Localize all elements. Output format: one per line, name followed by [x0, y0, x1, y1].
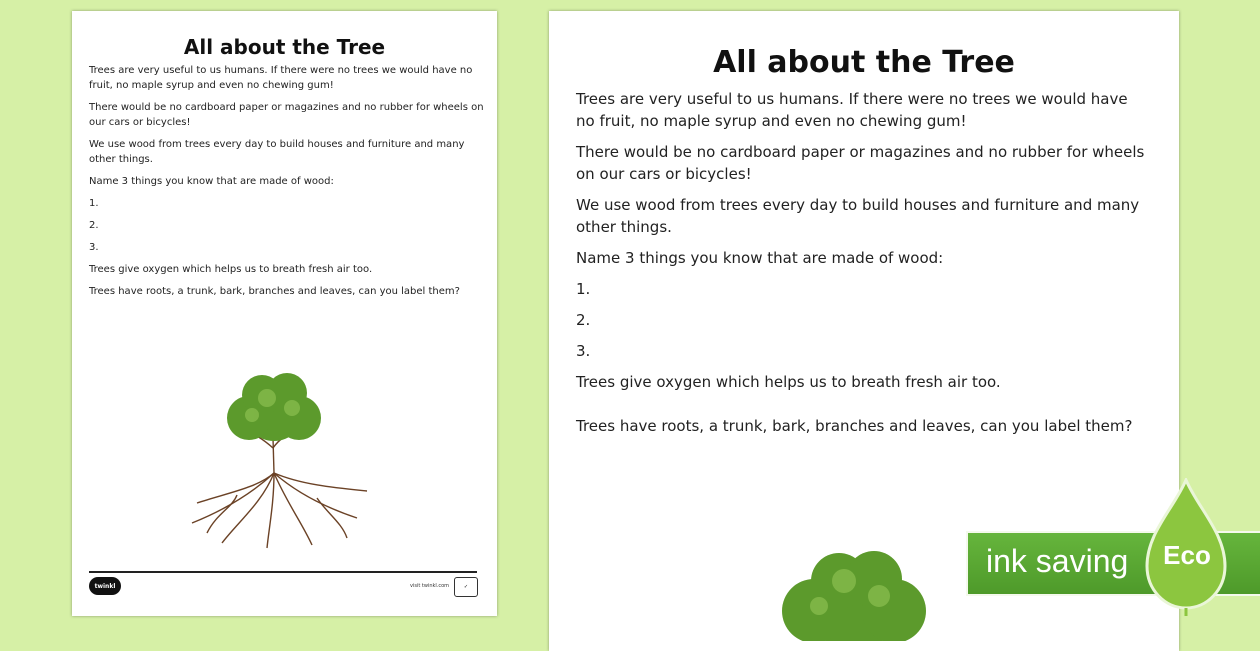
- eco-badge-text: Eco: [1163, 540, 1211, 570]
- answer-line-3: 3.: [89, 242, 99, 253]
- worksheet-title: All about the Tree: [183, 35, 386, 59]
- tree-crown-illustration: [769, 551, 939, 641]
- worksheet-body: [89, 63, 484, 306]
- answer-line-3: 3.: [576, 342, 591, 360]
- visit-link: visit twinkl.com: [410, 583, 450, 589]
- paragraph-2: There would be no cardboard paper or magazines and no rubber for wheels on our cars or bicycles!: [576, 143, 1145, 183]
- paragraph-3: We use wood from trees every day to build houses and furniture and many other things.: [89, 139, 465, 165]
- answer-line-1: 1.: [576, 280, 591, 298]
- answer-line-2: 2.: [576, 311, 591, 329]
- worksheet-preview-small: [72, 11, 497, 616]
- footer-divider: [89, 571, 477, 573]
- paragraph-3: We use wood from trees every day to build houses and furniture and many other things.: [576, 196, 1140, 236]
- worksheet-body: [576, 88, 1151, 446]
- paragraph-4: Trees give oxygen which helps us to breath fresh air too.: [576, 373, 1001, 391]
- paragraph-5: Trees have roots, a trunk, bark, branches and leaves, can you label them?: [576, 417, 1133, 435]
- twinkl-logo: twinkl: [89, 577, 121, 595]
- paragraph-2: There would be no cardboard paper or magazines and no rubber for wheels on our cars or bicycles!: [89, 102, 484, 128]
- ink-saving-label: ink saving: [986, 543, 1129, 579]
- answer-line-1: 1.: [89, 198, 99, 209]
- tree-illustration: [177, 373, 372, 551]
- paragraph-5: Trees have roots, a trunk, bark, branches and leaves, can you label them?: [89, 286, 460, 297]
- quality-badge-icon: ✓: [454, 577, 478, 597]
- worksheet-title: All about the Tree: [713, 45, 1015, 80]
- paragraph-4: Trees give oxygen which helps us to breath fresh air too.: [89, 264, 373, 275]
- answer-line-2: 2.: [89, 220, 99, 231]
- wood-prompt: Name 3 things you know that are made of wood:: [89, 176, 334, 187]
- paragraph-1: Trees are very useful to us humans. If there were no trees we would have no fruit, no maple syrup and even no chewing gum!: [576, 90, 1128, 130]
- wood-prompt: Name 3 things you know that are made of wood:: [576, 249, 944, 267]
- paragraph-1: Trees are very useful to us humans. If there were no trees we would have no fruit, no maple syrup and even no chewing gum!: [89, 65, 473, 91]
